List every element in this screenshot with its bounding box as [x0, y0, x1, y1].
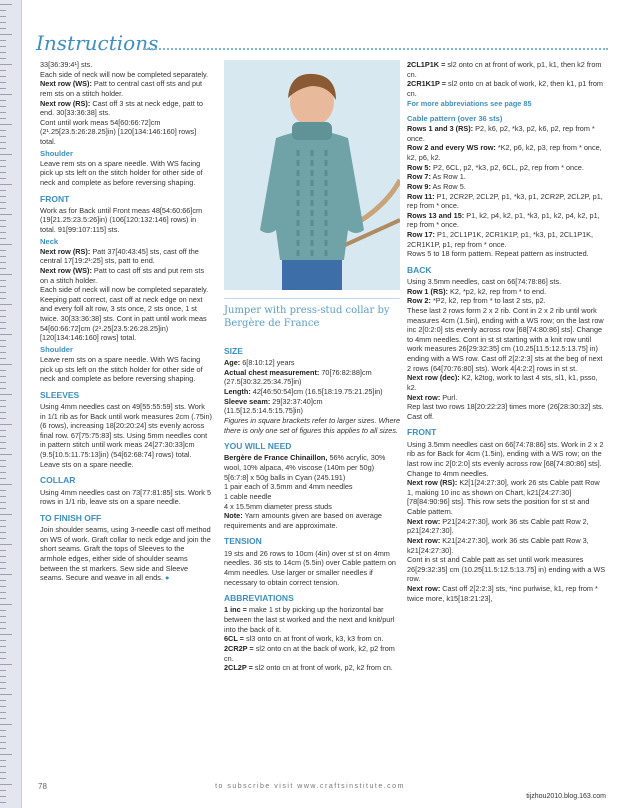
ruler-tick [0, 424, 12, 425]
ruler-tick [0, 418, 6, 419]
ruler-tick [0, 316, 6, 317]
ruler-tick [0, 106, 6, 107]
ruler-tick [0, 730, 6, 731]
ruler-tick [0, 208, 6, 209]
ruler-tick [0, 238, 6, 239]
photo-caption: Jumper with press-stud collar by Bergère de France [224, 298, 400, 330]
ruler-tick [0, 94, 12, 95]
page-number: 78 [38, 782, 47, 791]
ruler-tick [0, 34, 12, 35]
ruler-tick [0, 646, 6, 647]
ruler-tick [0, 268, 6, 269]
ruler-tick [0, 364, 12, 365]
ruler-tick [0, 100, 6, 101]
abbreviation: 1 inc = make 1 st by picking up the horizontal bar between the last st worked and the next and knit/purl into the back of it. [224, 605, 395, 634]
front-heading: FRONT [40, 193, 70, 204]
ruler-tick [0, 274, 12, 275]
ruler-tick [0, 628, 6, 629]
intro-line: 33[36:39:4¹] sts. [40, 60, 93, 69]
header-dotted-rule [144, 48, 608, 50]
instruction: Next row (WS): Patt to central cast off sts and put rem sts on a stitch holder. [40, 79, 203, 98]
ruler-tick [0, 310, 6, 311]
ruler-tick [0, 772, 6, 773]
ruler-tick [0, 124, 12, 125]
ruler-tick [0, 490, 6, 491]
ruler-tick [0, 472, 6, 473]
ruler-tick [0, 82, 6, 83]
ruler-tick [0, 544, 12, 545]
ruler-tick [0, 460, 6, 461]
instruction: Work as for Back until Front meas 48[54:60:66]cm (19[21.25:23.5:26]in) (106[120:132:146] rows) in total. 91[99:107:115] sts. [40, 205, 203, 234]
ruler-tick [0, 640, 6, 641]
need-item: 4 x 15.5mm diameter press studs [224, 501, 332, 511]
cable-pattern-heading: Cable pattern (over 36 sts) [407, 114, 503, 124]
ruler-tick [0, 172, 6, 173]
ruler-tick [0, 550, 6, 551]
ruler-tick [0, 580, 6, 581]
more-abbreviations-note: For more abbreviations see page 85 [407, 98, 532, 108]
instruction: Next row: Purl. [407, 392, 458, 402]
ruler-tick [0, 388, 6, 389]
ruler-tick [0, 232, 6, 233]
instruction: Next row (RS): Patt 37[40:43:45] sts, cast off the central 17[19:2¹:25] sts, patt to end. [40, 246, 199, 266]
ruler-tick [0, 334, 12, 335]
ruler-tick [0, 592, 6, 593]
ruler-tick [0, 382, 6, 383]
ruler-tick [0, 568, 6, 569]
pattern-row: Next row: P21[24:27:30], work 36 sts Cable patt Row 2, p21[24:27:30]. [407, 516, 589, 536]
sleeves-heading: SLEEVES [40, 389, 80, 400]
pattern-row: Row 7: As Row 1. [407, 172, 466, 182]
ruler-tick [0, 694, 12, 695]
need-heading: YOU WILL NEED [224, 441, 292, 452]
ruler-tick [0, 778, 6, 779]
ruler-tick [0, 508, 6, 509]
ruler-tick [0, 220, 6, 221]
pattern-row: Next row (RS): K2[1[24:27:30], work 26 sts Cable patt Row 1, making 10 inc as shown on Chart, k21[24:27:30] [78[84:90:96] sts]. This row sets the position for st st and Cable pattern. [407, 478, 600, 517]
size-heading: SIZE [224, 346, 243, 356]
ruler-tick [0, 502, 6, 503]
ruler-tick [0, 634, 12, 635]
instruction: Using 3.5mm needles cast on 66[74:78:86] sts. Work in 2 x 2 rib as for Back for 4cm (1.5in), ending with a WS row; on the last row inc 2[0:2:0] sts evenly across row [68[74:80:86] sts]. Change to 4mm needles. [407, 439, 604, 478]
instruction: Cont in st st and Cable patt as set until work measures 26[29:32:35] cm (10.25[11.5:12.5:13.75] in) ending with a WS row. [407, 555, 606, 584]
ruler-tick [0, 706, 6, 707]
ruler-tick [0, 436, 6, 437]
ruler-tick [0, 718, 6, 719]
neck-heading: Neck [40, 236, 59, 246]
ruler-tick [0, 442, 6, 443]
ruler-tick [0, 652, 6, 653]
need-item: 1 pair each of 3.5mm and 4mm needles [224, 482, 353, 492]
ruler-tick [0, 166, 6, 167]
ruler-tick [0, 10, 6, 11]
ruler-tick [0, 724, 12, 725]
ruler-tick [0, 682, 6, 683]
ruler-tick [0, 574, 12, 575]
ruler-tick [0, 196, 6, 197]
page-title: Instructions [36, 31, 159, 55]
pattern-row: Row 17: P1, 2CL1P1K, 2CR1K1P, p1, *k3, p1, 2CL1P1K, 2CR1K1P, p1, rep from * once. [407, 230, 594, 249]
ruler-tick [0, 244, 12, 245]
ruler-tick [0, 448, 6, 449]
ruler-tick [0, 64, 12, 65]
subscribe-link[interactable]: to subscribe visit www.craftsinstitute.com [215, 783, 405, 790]
column-3 [407, 60, 607, 603]
ruler-tick [0, 520, 6, 521]
ruler-tick [0, 802, 6, 803]
instruction: Using 3.5mm needles, cast on 66[74:78:86] sts. [407, 277, 562, 287]
ruler-tick [0, 70, 6, 71]
instruction: Leave rem sts on a spare needle. With WS facing pick up sts left on the stitch holder for other side of neck and complete as before reversing shaping. [40, 354, 203, 384]
ruler-tick [0, 340, 6, 341]
spec-line: Actual chest measurement: 70[76:82:88]cm (27.5[30:32.25:34.75]in) [224, 367, 372, 387]
instruction: These last 2 rows form 2 x 2 rib. Cont in 2 x 2 rib until work measures 4cm (1.5in), ending with a WS row; on the last row inc 2[0:2:0] sts evenly across row [68[74:80:86] sts]. Change to 4mm needles. Cont in st st starting with a knit row until work measures 26[29:32:35] cm (10.25[11.5:12.5:13.75] in) ending with a WS row. Cast off 2[2:2:3] sts at the beg of next 2 rows (64[70:76:80] sts). Work 4[4:2:2] rows in st st. [407, 305, 604, 373]
ruler-tick [0, 670, 6, 671]
instruction: Next row (WS): Patt to cast off sts and put rem sts on a stitch holder. [40, 265, 205, 285]
ruler-tick [0, 4, 12, 5]
shoulder-heading: Shoulder [40, 148, 73, 158]
ruler-tick [0, 178, 6, 179]
instruction: Next row (dec): K2, k2tog, work to last 4 sts, sl1, k1, psso, k2. [407, 373, 598, 392]
ruler-tick [0, 622, 6, 623]
intro-line: Each side of neck will now be completed separately. [40, 69, 209, 79]
ruler-tick [0, 496, 6, 497]
pattern-row: Next row: K21[24:27:30], work 36 sts Cable patt Row 3, k21[24:27:30]. [407, 535, 589, 555]
ruler-tick [0, 16, 6, 17]
instruction: Leave rem sts on a spare needle. With WS facing pick up sts left on the stitch holder for other side of neck and complete as before reversing shaping. [40, 158, 203, 187]
ruler-tick [0, 256, 6, 257]
ruler-tick [0, 754, 12, 755]
ruler-tick [0, 664, 12, 665]
ruler-tick [0, 250, 6, 251]
need-item: 5[6:7:8] x 50g balls in Cyan (245.191) [224, 472, 346, 482]
ruler-tick [0, 58, 6, 59]
ruler-tick [0, 190, 6, 191]
size-note: Figures in square brackets refer to larger sizes. Where there is only one set of figures this applies to all sizes. [224, 415, 401, 435]
ruler-tick [0, 352, 6, 353]
ruler-tick [0, 610, 6, 611]
ruler-tick [0, 586, 6, 587]
column-1 [40, 60, 212, 583]
collar-heading: COLLAR [40, 475, 76, 486]
ruler-tick [0, 88, 6, 89]
ruler-tick [0, 412, 6, 413]
tension-heading: TENSION [224, 536, 262, 547]
ruler-tick [0, 154, 12, 155]
ruler-tick [0, 676, 6, 677]
ruler-tick [0, 400, 6, 401]
ruler-tick [0, 262, 6, 263]
spec-line: Length: 42[46:50:54]cm (16.5[18:19.75:21.25]in) [224, 387, 383, 397]
ruler-tick [0, 736, 6, 737]
finish-heading: TO FINISH OFF [40, 512, 102, 523]
ruler-tick [0, 658, 6, 659]
pattern-row: Rows 13 and 15: P1, k2, p4, k2, p1, *k3, p1, k2, p4, k2, p1, rep from * once. [407, 210, 600, 230]
ruler-tick [0, 526, 6, 527]
ruler-tick [0, 466, 6, 467]
pattern-row: Row 9: As Row 5. [407, 181, 466, 191]
instruction: Each side of neck will now be completed separately. Keeping patt correct, cast off at neck edge on next and every foll alt row, 3 sts once, 2 sts once, 1 st twice. 30[33:36:38] sts. Cont in patt until work meas 54[60:66:72]cm (2¹.25[23.5:26:28.25]in) [120[134:146:160] rows] total. [40, 285, 209, 343]
instruction: Using 4mm needles cast on 73[77:81:85] sts. Work 5 rows in 1/1 rib, leave sts on a spare needle. [40, 487, 212, 507]
ruler-tick [0, 304, 12, 305]
ruler-tick [0, 52, 6, 53]
ruler-tick [0, 484, 12, 485]
ruler-tick [0, 46, 6, 47]
pattern-row: Row 1 (RS): K2, *p2, k2, rep from * to end. [407, 286, 547, 296]
ruler-tick [0, 136, 6, 137]
ruler-tick [0, 148, 6, 149]
page-footer [0, 780, 620, 800]
ruler-tick [0, 28, 6, 29]
ruler-tick [0, 760, 6, 761]
ruler-tick [0, 742, 6, 743]
end-bullet-icon: ● [164, 573, 170, 583]
ruler-tick [0, 292, 6, 293]
ruler-tick [0, 112, 6, 113]
abbreviation: 6CL = sl3 onto cn at front of work, k3, k3 from cn. [224, 634, 384, 644]
pattern-row: Row 2 and every WS row: *K2, p6, k2, p3, rep from * once, k2, p6, k2. [407, 143, 602, 163]
child-in-jumper-illustration [224, 60, 400, 290]
ruler-tick [0, 538, 6, 539]
abbreviation: 2CR2P = sl2 onto cn at the back of work, k2, p2 from cn. [224, 643, 395, 663]
instruction: Join shoulder seams, using 3-needle cast off method on WS of work. Graft collar to neck edge and join the short seams. Graft the tops of Sleeves to the armhole edges, either side of shoulder seams between the st markers. Sew side and Sleeve seams. Secure and weave in all ends. ● [40, 525, 211, 583]
ruler-tick [0, 40, 6, 41]
ruler-tick [0, 118, 6, 119]
instruction: Cont until work meas 54[60:66:72]cm (2¹.25[23.5:26:28.25]in) [120[134:146:160] rows] total. [40, 117, 197, 146]
ruler-tick [0, 406, 6, 407]
note-line: Note: Yarn amounts given are based on average requirements and are approximate. [224, 511, 382, 530]
ruler-tick [0, 712, 6, 713]
ruler-tick [0, 532, 6, 533]
product-photo [224, 60, 400, 290]
ruler-tick [0, 556, 6, 557]
ruler-tick [0, 478, 6, 479]
instruction: Rep last two rows 18[20:22:23] times more (26[28:30:32] sts. Cast off. [407, 402, 604, 421]
ruler-tick [0, 604, 12, 605]
abbreviation: 2CL1P1K = sl2 onto cn at front of work, p1, k1, then k2 from cn. [407, 60, 602, 79]
instruction: Rows 5 to 18 form pattern. Repeat pattern as instructed. [407, 249, 589, 259]
ruler-tick [0, 226, 6, 227]
ruler-tick [0, 214, 12, 215]
yarn-line: Bergère de France Chinaillon, 56% acrylic, 30% wool, 10% alpaca, 4% viscose (140m per 50g) [224, 453, 386, 473]
ruler-tick [0, 598, 6, 599]
abbreviation: 2CR1K1P = sl2 onto cn at back of work, k2, then k1, p1 from cn. [407, 79, 603, 98]
shoulder-heading: Shoulder [40, 344, 73, 354]
ruler-tick [0, 22, 6, 23]
ruler-tick [0, 130, 6, 131]
ruler-tick [0, 616, 6, 617]
ruler-tick [0, 160, 6, 161]
front-heading: FRONT [407, 427, 437, 438]
pattern-row: Row 2: *P2, k2, rep from * to last 2 sts, p2. [407, 296, 546, 306]
ruler-tick [0, 286, 6, 287]
ruler-tick [0, 748, 6, 749]
ruler-tick [0, 202, 6, 203]
ruler-tick [0, 700, 6, 701]
ruler-tick [0, 454, 12, 455]
ruler-tick [0, 688, 6, 689]
instruction: Next row (RS): Cast off 3 sts at neck edge, patt to end. 30[33:36:38] sts. [40, 98, 203, 118]
ruler-tick [0, 298, 6, 299]
ruler-tick [0, 514, 12, 515]
ruler-tick [0, 430, 6, 431]
instruction: Using 4mm needles cast on 49[55:55:59] sts. Work in 1/1 rib as for Back until work measures 2cm (.75in) (6 rows), increasing 18[20:20:24] sts evenly across final row. 67[75:75:83] sts. Using 5mm needles cont in pattern stitch until work meas 24[27:30:33]cm (9.5[10.5:11.75:13]in) (54[62:68:74] rows) total. Leave sts on a spare needle. [40, 401, 212, 469]
back-heading: BACK [407, 264, 432, 275]
abbreviations-heading: ABBREVIATIONS [224, 593, 294, 604]
ruler-tick [0, 142, 6, 143]
pattern-row: Rows 1 and 3 (RS): P2, k6, p2, *k3, p2, k6, p2, rep from * once. [407, 124, 595, 143]
ruler-tick [0, 394, 12, 395]
spec-line: Age: 6[8:10:12] years [224, 358, 295, 368]
tension-text: 19 sts and 26 rows to 10cm (4in) over st st on 4mm needles. 36 sts to 14cm (5.5in) over Cable pattern on 4mm needles. Use larger or smaller needles if necessary to obtain correct tension. [224, 548, 396, 587]
need-item: 1 cable needle [224, 491, 272, 501]
left-ruler [0, 0, 22, 808]
ruler-tick [0, 184, 12, 185]
instruction: Next row: Cast off 2[2:2:3] sts, *inc purlwise, k1, rep from * twice more, k15[18:21:23], [407, 584, 598, 603]
page-header [36, 31, 608, 56]
ruler-tick [0, 358, 6, 359]
ruler-tick [0, 346, 6, 347]
ruler-tick [0, 280, 6, 281]
pattern-row: Row 11: P1, 2CR2P, 2CL2P, p1, *k3, p1, 2CR2P, 2CL2P, p1, rep from * once. [407, 191, 603, 211]
ruler-tick [0, 328, 6, 329]
ruler-tick [0, 76, 6, 77]
ruler-tick [0, 376, 6, 377]
column-2 [224, 340, 400, 673]
ruler-tick [0, 562, 6, 563]
watermark: tijzhou2010.blog.163.com [526, 793, 606, 800]
ruler-tick [0, 322, 6, 323]
ruler-tick [0, 766, 6, 767]
spec-line: Sleeve seam: 29[32:37:40]cm (11.5[12.5:14.5:15.75]in) [224, 396, 323, 416]
ruler-tick [0, 370, 6, 371]
pattern-row: Row 5: P2, 6CL, p2, *k3, p2, 6CL, p2, rep from * once. [407, 162, 584, 172]
abbreviation: 2CL2P = sl2 onto cn at front of work, p2, k2 from cn. [224, 663, 393, 673]
